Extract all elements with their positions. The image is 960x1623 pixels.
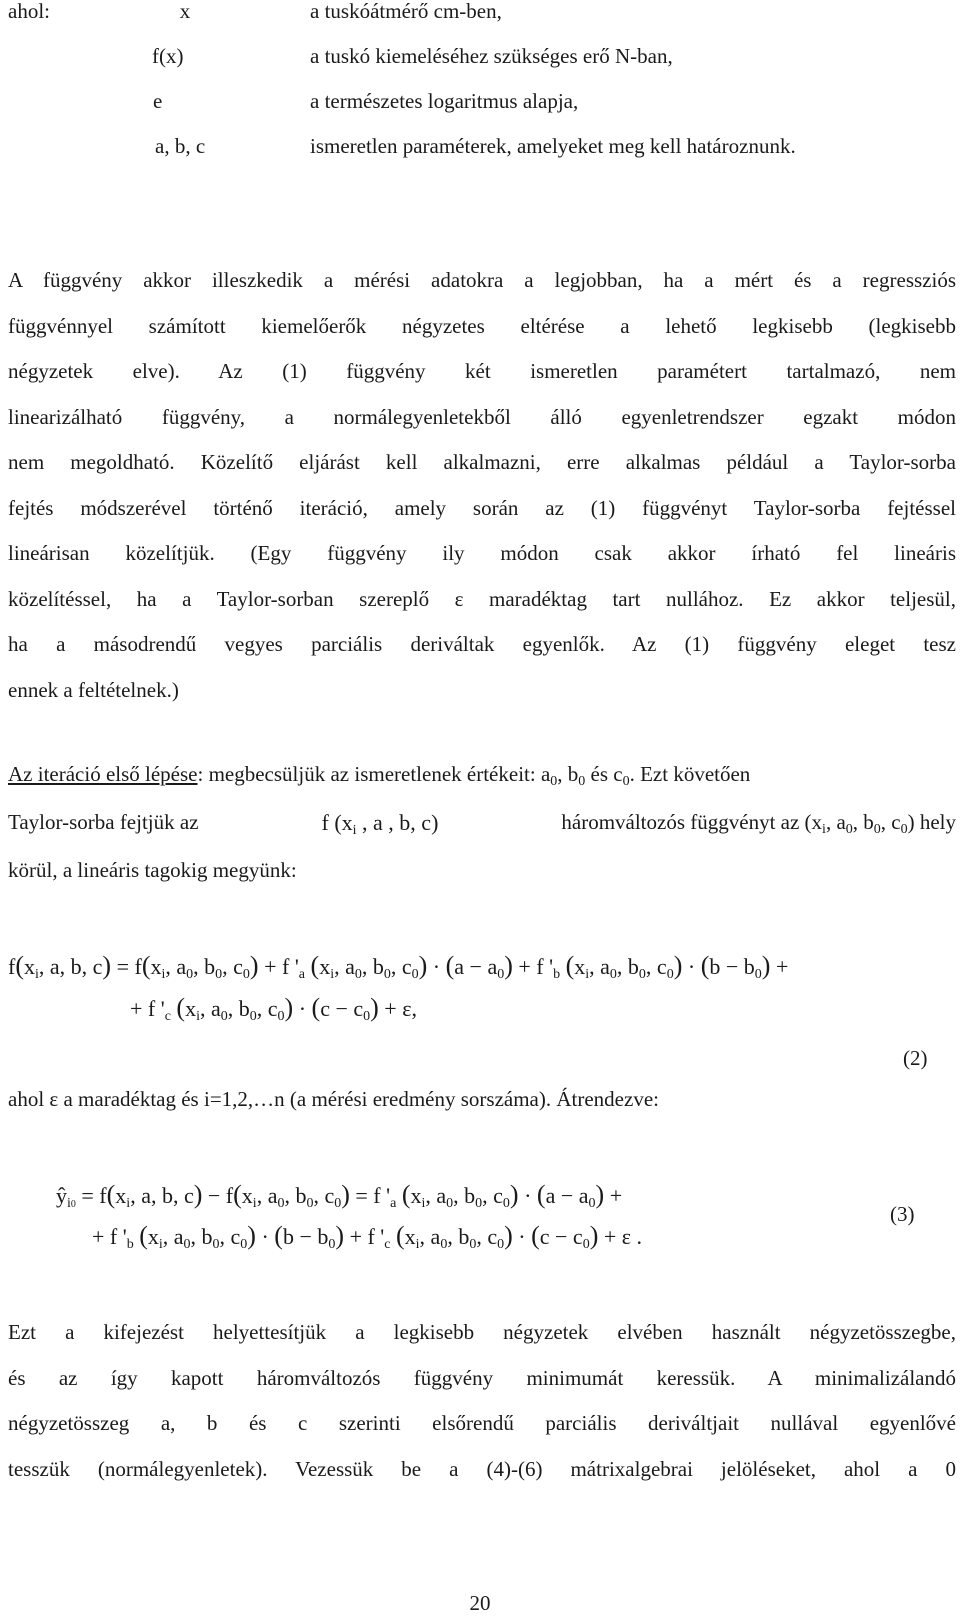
- definition-description: a tuskó kiemeléséhez szükséges erő N-ban,: [310, 44, 673, 68]
- equation-number: (3): [890, 1202, 915, 1226]
- text-span: és c: [585, 762, 623, 786]
- equation-line: $f(x_i$, a, b, $c) = f(x_i$, $a_0$, $b_0$, $c_0) + f$ '$_a$ ($x_i$, $a_0$, $b_0$, $c_0) \cdot (a - a_0) + f$ '$_b$ ($x_i$, $a_0$, $b_0$, $c_0) \cdot (b - b_0)$ +: [8, 951, 789, 982]
- definition-description: a tuskóátmérő cm-ben,: [310, 0, 502, 23]
- text-line: és az így kapott háromváltozós függvény minimumát keressük. A minimalizálandó: [8, 1365, 956, 1390]
- text-line: Az iteráció első lépése: megbecsüljük az ismeretlenek értékeit: $a_0$, $b_0$ és $c_0$. Ezt követően: [8, 762, 751, 789]
- text-span: ) hely: [907, 810, 956, 834]
- text-line: Ezt a kifejezést helyettesítjük a legkisebb négyzetek elvében használt négyzetösszegbe,: [8, 1320, 956, 1344]
- text-line: lineárisan közelítjük. (Egy függvény ily módon csak akkor írható fel lineáris: [8, 541, 956, 565]
- equation-line: + f '$_b$ ($x_i$, $a_0$, $b_0$, $c_0) \cdot (b - b_0) + f$ '$_c$ ($x_i$, $a_0$, $b_0$, $c_0) \cdot (c - c_0) + \varepsilon$ .: [92, 1221, 643, 1252]
- text-line: négyzetösszeg a, b és c szerinti elsőrendű parciális deriváltjait nullával egyenlővé: [8, 1411, 956, 1435]
- text-line: ha a másodrendű vegyes parciális deriváltak egyenlők. Az (1) függvény eleget tesz: [8, 632, 956, 656]
- equation-number: (2): [903, 1046, 928, 1070]
- paragraph-least-squares: [8, 258, 956, 713]
- text-line: függvénnyel számított kiemelőerők négyzetes eltérése a lehető legkisebb (legkisebb: [8, 313, 956, 338]
- text-line: körül, a lineáris tagokig megyünk:: [8, 858, 297, 882]
- text-span: : megbecsüljük az ismeretlenek értékeit: a: [197, 762, 551, 786]
- equation-line: $ŷ_{i0} = f(x_i$, a, b, $c) - f(x_i$, $a_0$, $b_0$, $c_0) = f$ '$_a$ ($x_i$, $a_0$, $b_0$, $c_0) \cdot (a - a_0)$ +: [56, 1180, 623, 1211]
- text-span: háromváltozós függvényt az (x: [561, 810, 823, 834]
- text-line: közelítéssel, ha a Taylor-sorban szereplő ε maradéktag tart nullához. Ez akkor teljesül,: [8, 586, 956, 611]
- definition-symbol: a, b, c: [155, 134, 206, 158]
- text-line: [8, 810, 956, 836]
- text-line: ahol ε a maradéktag és i=1,2,…n (a mérési eredmény sorszáma). Átrendezve:: [8, 1087, 659, 1111]
- text-line: fejtés módszerével történő iteráció, amely során az (1) függvényt Taylor-sorba fejtéssel: [8, 495, 956, 520]
- ahol-label: ahol:: [8, 0, 50, 23]
- underlined-heading: Az iteráció első lépése: [8, 762, 198, 786]
- definition-description: a természetes logaritmus alapja,: [310, 89, 579, 113]
- text-span: háromváltozós függvényt az ($x_i$, $a_0$, $b_0$, $c_0$) hely: [561, 810, 956, 837]
- definition-symbol: e: [153, 89, 163, 113]
- inline-formula: f ($x_i$ , a , b, c): [321, 810, 439, 838]
- definition-description: ismeretlen paraméterek, amelyeket meg kell határoznunk.: [310, 134, 796, 158]
- text-line: linearizálható függvény, a normálegyenletekből álló egyenletrendszer egzakt módon: [8, 404, 956, 429]
- text-span: Taylor-sorba fejtjük az: [8, 810, 199, 834]
- text-line: A függvény akkor illeszkedik a mérési adatokra a legjobban, ha a mért és a regressziós: [8, 268, 956, 292]
- text-line: tesszük (normálegyenletek). Vezessük be a (4)-(6) mátrixalgebrai jelöléseket, ahol a 0: [8, 1456, 956, 1481]
- definition-symbol: f(x): [152, 44, 184, 68]
- text-span: . Ezt követően: [629, 762, 751, 786]
- equation-line: + f '$_c$ ($x_i$, $a_0$, $b_0$, $c_0) \cdot (c - c_0) + \varepsilon$,: [130, 993, 417, 1024]
- definition-symbol: x: [179, 0, 191, 23]
- text-line: négyzetek elve). Az (1) függvény két ismeretlen paramétert tartalmazó, nem: [8, 359, 956, 383]
- text-line: ennek a feltételnek.): [8, 677, 179, 702]
- text-line: nem megoldható. Közelítő eljárást kell alkalmazni, erre alkalmas például a Taylor-sorba: [8, 450, 956, 474]
- page-number: 20: [469, 1591, 491, 1615]
- paragraph-normal-equations: [8, 1310, 956, 1492]
